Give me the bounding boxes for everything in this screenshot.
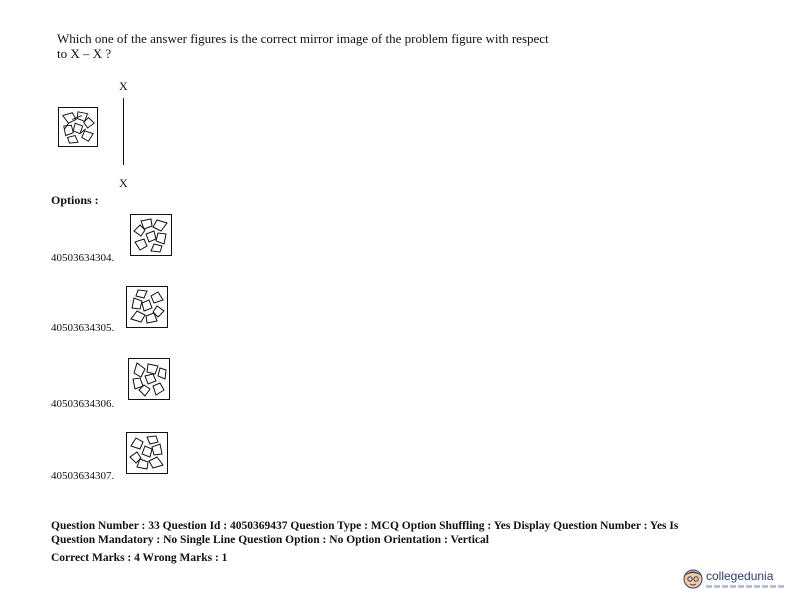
question-meta-line-1: Question Number : 33 Question Id : 4050369437 Question Type : MCQ Option Shuffling : Yes Display Question Number : Yes Is (51, 520, 679, 532)
option-figure-2-drawing (127, 287, 167, 327)
option-figure-1 (130, 214, 172, 256)
mirror-axis-line (123, 98, 124, 165)
question-text (57, 31, 617, 61)
question-meta-line-2: Question Mandatory : No Single Line Question Option : No Option Orientation : Vertical (51, 534, 489, 546)
question-line-2: to X – X ? (57, 46, 112, 61)
problem-figure (58, 107, 98, 147)
option-figure-4-drawing (127, 433, 167, 473)
brand-watermark (681, 566, 791, 596)
option-figure-3 (128, 358, 170, 400)
problem-figure-drawing (59, 108, 97, 146)
brand-name: collegedunia (706, 569, 774, 583)
brand-tagline-graphic (706, 585, 786, 588)
option-id-4: 40503634307. (51, 470, 115, 482)
option-figure-4 (126, 432, 168, 474)
option-id-3: 40503634306. (51, 398, 115, 410)
axis-bottom-label: X (119, 176, 128, 190)
mascot-face-icon (681, 566, 705, 590)
option-figure-3-drawing (129, 359, 169, 399)
axis-top-label: X (119, 79, 128, 93)
question-line-1: Which one of the answer figures is the correct mirror image of the problem figure with respect (57, 31, 549, 46)
option-id-1: 40503634304. (51, 252, 115, 264)
marks-line: Correct Marks : 4 Wrong Marks : 1 (51, 552, 228, 564)
options-label: Options : (51, 193, 99, 207)
option-id-2: 40503634305. (51, 322, 115, 334)
option-figure-2 (126, 286, 168, 328)
option-figure-1-drawing (131, 215, 171, 255)
